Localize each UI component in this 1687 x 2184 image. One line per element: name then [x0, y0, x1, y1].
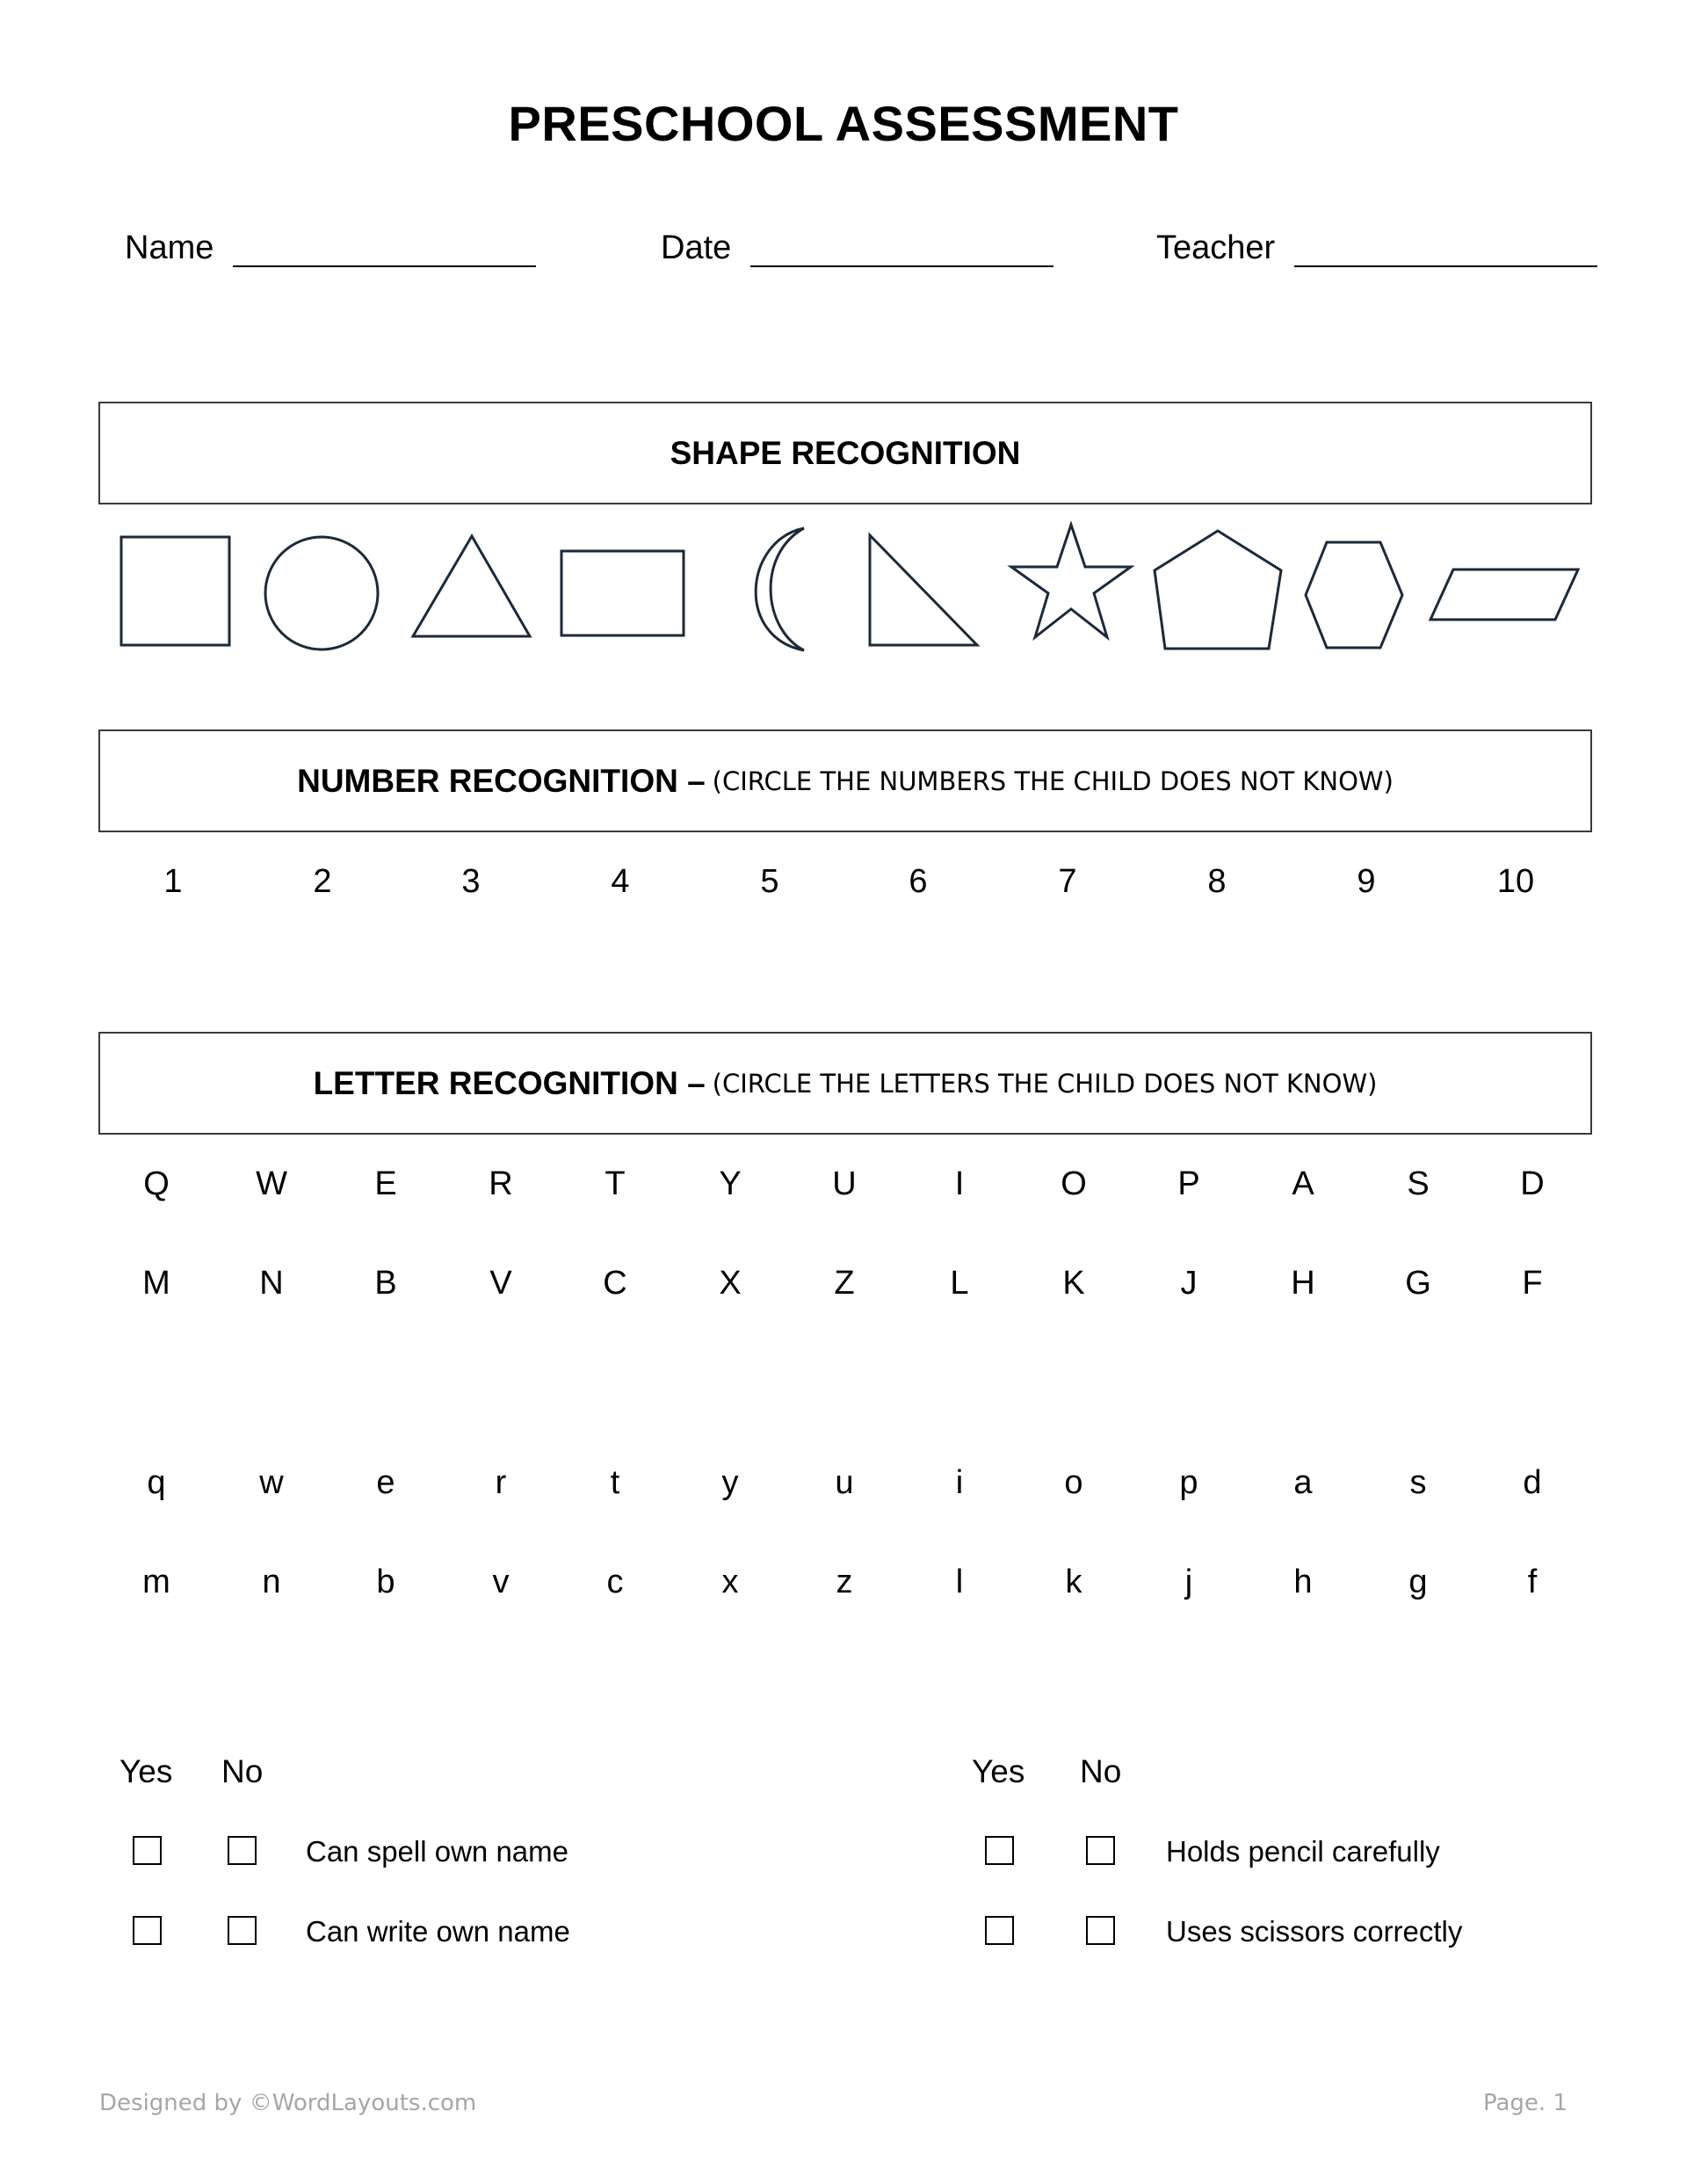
yes-checkbox-spell-name[interactable]: [133, 1836, 162, 1865]
circle-shape: [265, 537, 378, 649]
triangle-shape: [413, 536, 530, 636]
letter-item[interactable]: B: [374, 1265, 397, 1302]
number-recognition-header: [98, 729, 1592, 832]
letter-item[interactable]: I: [954, 1165, 965, 1202]
letter-item[interactable]: G: [1405, 1265, 1431, 1302]
shape-recognition-header: [98, 402, 1592, 504]
letter-item[interactable]: l: [955, 1564, 964, 1600]
left-no-label: No: [221, 1753, 264, 1789]
letter-item[interactable]: v: [492, 1564, 510, 1600]
no-checkbox-scissors[interactable]: [1086, 1916, 1115, 1945]
letter-item[interactable]: u: [835, 1464, 854, 1501]
square-shape: [121, 537, 229, 645]
letter-item[interactable]: c: [606, 1564, 624, 1600]
number-item[interactable]: 6: [909, 863, 928, 900]
uppercase-row-1: [0, 1165, 1687, 1209]
letter-item[interactable]: W: [256, 1165, 287, 1202]
letter-item[interactable]: r: [495, 1464, 507, 1501]
date-blank-line[interactable]: [750, 227, 1053, 267]
parallelogram-shape: [1430, 570, 1578, 620]
number-item[interactable]: 4: [611, 863, 630, 900]
letter-item[interactable]: i: [955, 1464, 964, 1501]
footer-page-number: Page. 1: [1482, 2090, 1568, 2116]
right-no-label: No: [1080, 1753, 1122, 1789]
letter-item[interactable]: e: [376, 1464, 395, 1501]
letter-item[interactable]: b: [376, 1564, 395, 1600]
date-field: [661, 227, 1053, 267]
letter-item[interactable]: t: [610, 1464, 620, 1501]
letter-item[interactable]: g: [1408, 1564, 1428, 1600]
letter-item[interactable]: Z: [834, 1265, 855, 1302]
skill-uses-scissors: Uses scissors correctly: [1166, 1915, 1463, 1948]
no-checkbox-spell-name[interactable]: [228, 1836, 257, 1865]
yes-checkbox-hold-pencil[interactable]: [985, 1836, 1014, 1865]
letter-item[interactable]: U: [832, 1165, 857, 1202]
yes-checkbox-write-name[interactable]: [133, 1916, 162, 1945]
letter-item[interactable]: O: [1061, 1165, 1087, 1202]
shape-recognition-heading: SHAPE RECOGNITION: [670, 434, 1021, 471]
number-item[interactable]: 2: [313, 863, 332, 900]
right-triangle-shape: [870, 535, 977, 645]
teacher-field: [1156, 227, 1597, 267]
rectangle-shape: [561, 551, 684, 635]
teacher-label: Teacher: [1156, 229, 1276, 266]
letter-item[interactable]: R: [489, 1165, 513, 1202]
number-item[interactable]: 9: [1357, 863, 1376, 900]
letter-item[interactable]: m: [142, 1564, 170, 1600]
letter-item[interactable]: J: [1180, 1265, 1198, 1302]
letter-recognition-heading: LETTER RECOGNITION –: [313, 1064, 706, 1101]
number-item[interactable]: 1: [163, 863, 183, 900]
letter-item[interactable]: N: [259, 1265, 284, 1302]
letter-item[interactable]: A: [1292, 1165, 1314, 1202]
no-checkbox-hold-pencil[interactable]: [1086, 1836, 1115, 1865]
letter-item[interactable]: C: [603, 1265, 627, 1302]
letter-item[interactable]: a: [1293, 1464, 1313, 1501]
footer-credit: Designed by ©WordLayouts.com: [99, 2090, 477, 2116]
letter-item[interactable]: Q: [143, 1165, 170, 1202]
right-yes-label: Yes: [972, 1753, 1025, 1789]
letter-item[interactable]: Y: [719, 1165, 742, 1202]
letter-recognition-note: (CIRCLE THE LETTERS THE CHILD DOES NOT KNOW): [712, 1068, 1378, 1099]
lowercase-row-1: [0, 1464, 1687, 1508]
name-blank-line[interactable]: [233, 227, 536, 267]
letter-item[interactable]: w: [259, 1464, 284, 1501]
lowercase-row-2: [0, 1564, 1687, 1607]
letter-item[interactable]: y: [721, 1464, 739, 1501]
letter-item[interactable]: K: [1062, 1265, 1085, 1302]
letter-item[interactable]: X: [719, 1265, 742, 1302]
date-label: Date: [661, 229, 732, 266]
letter-item[interactable]: V: [489, 1265, 512, 1302]
letter-item[interactable]: L: [950, 1265, 969, 1302]
skill-holds-pencil: Holds pencil carefully: [1166, 1835, 1440, 1868]
no-checkbox-write-name[interactable]: [228, 1916, 257, 1945]
number-recognition-heading: NUMBER RECOGNITION –: [297, 762, 706, 799]
number-item[interactable]: 3: [461, 863, 481, 900]
letter-item[interactable]: p: [1179, 1464, 1198, 1501]
letter-item[interactable]: E: [374, 1165, 397, 1202]
letter-item[interactable]: T: [605, 1165, 626, 1202]
teacher-blank-line[interactable]: [1294, 227, 1597, 267]
name-field: [125, 227, 536, 267]
letter-item[interactable]: x: [721, 1564, 739, 1600]
letter-item[interactable]: f: [1527, 1564, 1538, 1600]
yes-checkbox-scissors[interactable]: [985, 1916, 1014, 1945]
name-label: Name: [125, 229, 214, 266]
letter-item[interactable]: M: [142, 1265, 170, 1302]
number-item[interactable]: 10: [1496, 863, 1535, 900]
letter-recognition-header: [98, 1032, 1592, 1135]
hexagon-shape: [1306, 542, 1402, 648]
letter-item[interactable]: d: [1523, 1464, 1542, 1501]
letter-item[interactable]: o: [1064, 1464, 1083, 1501]
left-yes-label: Yes: [119, 1753, 173, 1789]
number-item[interactable]: 7: [1058, 863, 1077, 900]
number-recognition-note: (CIRCLE THE NUMBERS THE CHILD DOES NOT KNOW): [712, 765, 1394, 796]
skill-spell-own-name: Can spell own name: [306, 1835, 568, 1868]
number-item[interactable]: 5: [760, 863, 779, 900]
letter-item[interactable]: h: [1293, 1564, 1313, 1600]
letter-item[interactable]: P: [1177, 1165, 1200, 1202]
letter-item[interactable]: S: [1407, 1165, 1430, 1202]
numbers-row: [0, 863, 1687, 907]
letter-item[interactable]: s: [1409, 1464, 1427, 1501]
letter-item[interactable]: H: [1291, 1265, 1315, 1302]
pentagon-shape: [1155, 531, 1281, 649]
shapes-row: [98, 514, 1592, 655]
letter-item[interactable]: z: [836, 1564, 853, 1600]
star-shape: [1011, 525, 1131, 637]
uppercase-row-2: [0, 1265, 1687, 1309]
letter-item[interactable]: D: [1520, 1165, 1545, 1202]
skill-write-own-name: Can write own name: [306, 1915, 570, 1948]
number-item[interactable]: 8: [1207, 863, 1227, 900]
crescent-shape: [756, 528, 804, 650]
letter-item[interactable]: k: [1065, 1564, 1082, 1600]
letter-item[interactable]: n: [262, 1564, 281, 1600]
letter-item[interactable]: F: [1522, 1265, 1543, 1302]
letter-item[interactable]: q: [147, 1464, 166, 1501]
letter-item[interactable]: j: [1184, 1564, 1193, 1600]
page-title: PRESCHOOL ASSESSMENT: [508, 96, 1179, 151]
